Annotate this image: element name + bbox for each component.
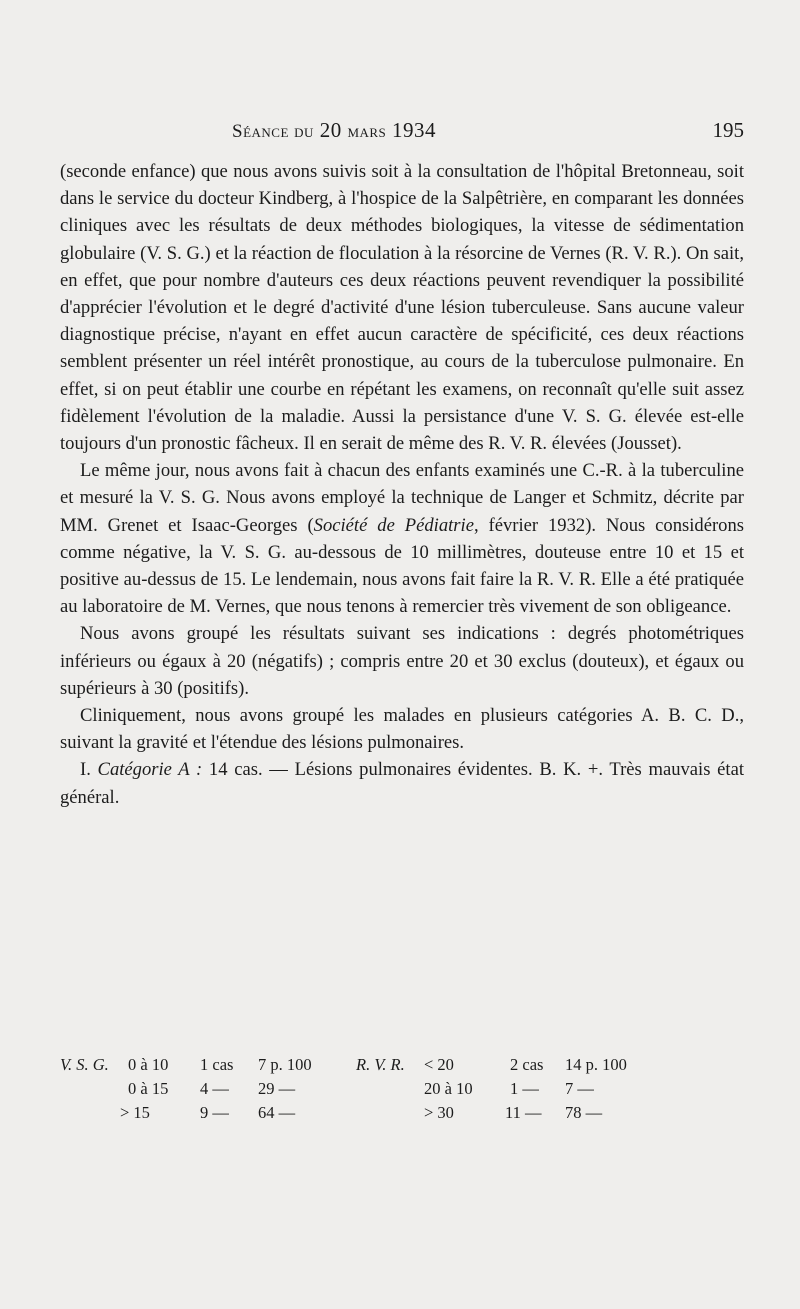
running-header bbox=[60, 118, 744, 148]
category-description: 14 cas. — Lésions pulmonaires évidentes. B. K. +. Très mauvais état général. bbox=[60, 759, 744, 808]
rvr-label: R. V. R. bbox=[356, 1055, 405, 1074]
header-title-prefix: Séance du bbox=[232, 121, 314, 142]
rvr-range: > 30 bbox=[424, 1103, 454, 1122]
paragraph-2-part-2: , février 1932). Nous considérons comme négative, la V. S. G. au-dessous de 10 millimètres, douteuse entre 10 et 15 et positive au-dessus de 15. Le lendemain, nous avons fait faire la R. V. R. Elle a été pratiquée au laboratoire de M. Vernes, que nous tenons à remercier très vivement de son obligeance. bbox=[60, 514, 744, 618]
body-text bbox=[60, 158, 744, 811]
vsg-cases: 1 cas bbox=[200, 1055, 234, 1074]
paragraph-5 bbox=[60, 756, 744, 810]
rvr-cases: 2 cas bbox=[510, 1055, 544, 1074]
header-date: 20 bbox=[319, 118, 342, 142]
vsg-range: 0 à 10 bbox=[128, 1055, 169, 1074]
header-month: mars bbox=[347, 121, 387, 142]
vsg-range: > 15 bbox=[120, 1103, 150, 1122]
table-row bbox=[60, 1053, 744, 1077]
rvr-percent: 14 p. 100 bbox=[565, 1055, 627, 1074]
rvr-range: 20 à 10 bbox=[424, 1079, 473, 1098]
paragraph-2-part-1: Le même jour, nous avons fait à chacun des enfants examinés une C.-R. à la tuberculine et mesuré la V. S. G. Nous avons employé la technique de Langer et Schmitz, décrite par MM. Grenet et Isaac-Georges ( bbox=[60, 460, 744, 536]
paragraph-3: Nous avons groupé les résultats suivant ses indications : degrés photométriques inférieurs ou égaux à 20 (négatifs) ; compris entre 20 et 30 exclus (douteux), et égaux ou supérieurs à 30 (positifs). bbox=[60, 623, 744, 699]
page-number: 195 bbox=[712, 118, 744, 142]
vsg-percent: 64 — bbox=[258, 1103, 296, 1122]
vsg-label: V. S. G. bbox=[60, 1055, 109, 1074]
category-label: Catégorie A : bbox=[97, 759, 203, 781]
rvr-percent: 78 — bbox=[565, 1103, 603, 1122]
header-title bbox=[232, 118, 436, 143]
header-year: 1934 bbox=[392, 118, 437, 142]
rvr-cases: 11 — bbox=[505, 1103, 542, 1122]
category-numeral: I. bbox=[80, 759, 98, 781]
journal-citation: Société de Pédiatrie bbox=[313, 514, 474, 536]
vsg-percent: 7 p. 100 bbox=[258, 1055, 312, 1074]
vsg-cases: 9 — bbox=[200, 1103, 229, 1122]
paragraph-1: (seconde enfance) que nous avons suivis soit à la consultation de l'hôpital Bretonneau, soit dans le service du docteur Kindberg, à l'hospice de la Salpêtrière, en comparant les données cliniques avec les résultats de deux méthodes biologiques, la vitesse de sédimentation globulaire (V. S. G.) et la réaction de floculation à la résorcine de Vernes (R. V. R.). On sait, en effet, que pour nombre d'auteurs ces deux réactions peuvent revendiquer la possibilité d'apprécier l'évolution et le degré d'activité d'une lésion tuberculeuse. Sans aucune valeur diagnostique précise, n'ayant en effet aucun caractère de spécificité, ces deux réactions semblent présenter un réel intérêt pronostique, au cours de la tuberculose pulmonaire. En effet, si on peut établir une courbe en répétant les examens, on reconnaît qu'elle suit assez fidèlement l'évolution de la maladie. Aussi la persistance d'une V. S. G. élevée est-elle toujours d'un pronostic fâcheux. Il en serait de même des R. V. R. élevées (Jousset). bbox=[60, 161, 744, 455]
vsg-cases: 4 — bbox=[200, 1079, 229, 1098]
table-row bbox=[60, 1077, 744, 1101]
table-row bbox=[60, 1101, 744, 1125]
rvr-cases: 1 — bbox=[510, 1079, 539, 1098]
vsg-percent: 29 — bbox=[258, 1079, 296, 1098]
paragraph-2 bbox=[60, 457, 744, 620]
rvr-percent: 7 — bbox=[565, 1079, 594, 1098]
rvr-range: < 20 bbox=[424, 1055, 454, 1074]
results-table bbox=[60, 1053, 744, 1125]
vsg-range: 0 à 15 bbox=[128, 1079, 169, 1098]
paragraph-4: Cliniquement, nous avons groupé les malades en plusieurs catégories A. B. C. D., suivant la gravité et l'étendue des lésions pulmonaires. bbox=[60, 705, 744, 754]
